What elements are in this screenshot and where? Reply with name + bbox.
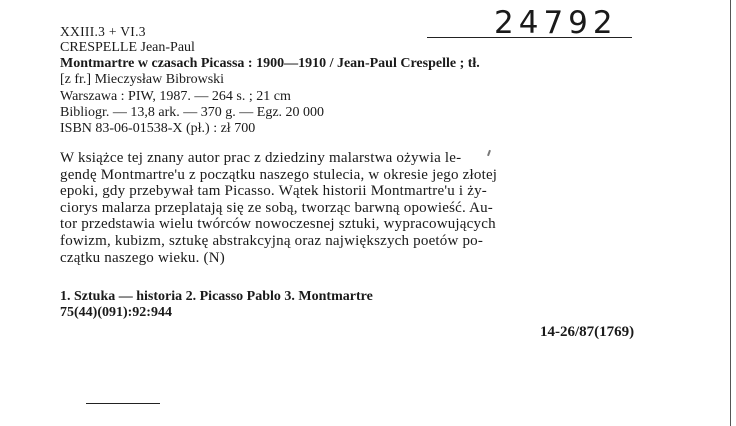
reference-number: 14-26/87(1769) — [540, 324, 635, 340]
abstract-line: W książce tej znany autor prac z dziedziny malarstwa ożywia le- — [60, 150, 462, 166]
abstract-line: gendę Montmartre'u z początku naszego stulecia, w okresie jego złotej — [60, 166, 498, 183]
subject-headings: 1. Sztuka — historia 2. Picasso Pablo 3. Montmartre — [60, 289, 373, 304]
abstract-line: czątku naszego wieku. (N) — [60, 249, 225, 266]
accession-number: 24792 — [494, 5, 618, 41]
abstract-line: epoki, gdy przebywał tam Picasso. Wątek historii Montmartre'u i ży- — [60, 183, 487, 200]
translator-statement: [z fr.] Mieczysław Bibrowski — [60, 72, 225, 87]
abstract-line: tor przedstawia wielu twórców nowoczesnej sztuki, wypracowujących — [60, 216, 496, 233]
title-statement: Montmartre w czasach Picassa : 1900—1910 / Jean-Paul Crespelle ; tł. — [60, 56, 480, 71]
abstract-paragraph — [60, 150, 700, 266]
author-heading: CRESPELLE Jean-Paul — [60, 40, 195, 55]
abstract-line: ciorys malarza przeplatają się ze sobą, tworząc barwną opowieść. Au- — [60, 199, 493, 216]
bibliographic-details: Bibliogr. — 13,8 ark. — 370 g. — Egz. 20 000 — [60, 105, 325, 120]
imprint-line: Warszawa : PIW, 1987. — 264 s. ; 21 cm — [60, 89, 291, 104]
classification-code: XXIII.3 + VI.3 — [60, 24, 146, 39]
card-edge — [730, 0, 731, 426]
accession-underline — [427, 37, 632, 38]
udc-classification: 75(44)(091):92:944 — [60, 305, 172, 320]
bottom-rule — [86, 403, 160, 404]
abstract-line: fowizm, kubizm, sztukę abstrakcyjną oraz największych poetów po- — [60, 232, 484, 249]
isbn-line: ISBN 83-06-01538-X (pł.) : zł 700 — [60, 121, 256, 136]
